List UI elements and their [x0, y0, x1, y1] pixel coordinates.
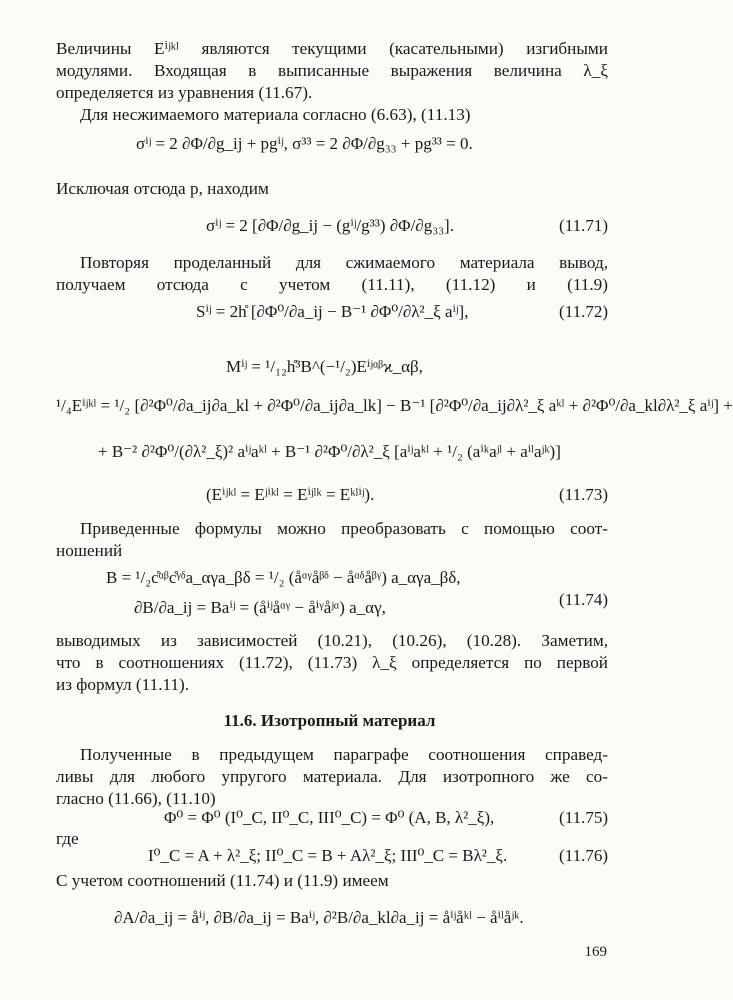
- para9-line1: С учетом соотношений (11.74) и (11.9) имеем: [56, 871, 389, 890]
- para4-line2: получаем отсюда с учетом (11.11), (11.12) и (11.9): [56, 275, 608, 294]
- formula: B = ¹/₂c̊ᵅᵝc̊ᵞᵟa_αγa_βδ = ¹/₂ (åᵅᵞåᵝᵟ − åᵅᵟåᵝᵞ) a_αγa_βδ,: [106, 568, 461, 587]
- para5-line2: ношений: [56, 541, 123, 560]
- para1-line3: определяется из уравнения (11.67).: [56, 83, 313, 102]
- equation-derivatives: [56, 898, 608, 938]
- para4-line1: Повторяя проделанный для сжимаемого материала вывод,: [80, 253, 608, 272]
- para1-line1: Величины Eⁱʲᵏˡ являются текущими (касательными) изгибными: [56, 39, 608, 58]
- equation-11-72: [56, 292, 608, 332]
- equation-number: (11.72): [559, 302, 608, 321]
- equation-11-73: [56, 482, 608, 508]
- equation-number: (11.73): [559, 485, 608, 504]
- para7-line2: ливы для любого упругого материала. Для изотропного же со-: [56, 767, 608, 786]
- formula: ¹/₄Eⁱʲᵏˡ = ¹/₂ [∂²Φ⁰/∂a_ij∂a_kl + ∂²Φ⁰/∂a_ij∂a_lk] − B⁻¹ [∂²Φ⁰/∂a_ij∂λ²_ξ aᵏˡ + ∂²Φ⁰/∂a_kl∂λ²_ξ aⁱʲ] +: [56, 396, 733, 415]
- para7-line1: Полученные в предыдущем параграфе соотношения справед-: [80, 745, 608, 764]
- section-heading: 11.6. Изотропный материал: [223, 711, 436, 730]
- para5-line1: Приведенные формулы можно преобразовать с помощью соот-: [80, 519, 608, 538]
- formula: ∂A/∂a_ij = åⁱʲ, ∂B/∂a_ij = Baⁱʲ, ∂²B/∂a_kl∂a_ij = åⁱʲåᵏˡ − åⁱˡåʲᵏ.: [114, 908, 524, 927]
- para7-line3: гласно (11.66), (11.10): [56, 789, 216, 808]
- formula: + B⁻² ∂²Φ⁰/(∂λ²_ξ)² aⁱʲaᵏˡ + B⁻¹ ∂²Φ⁰/∂λ²_ξ [aⁱʲaᵏˡ + ¹/₂ (aⁱᵏaʲˡ + aⁱˡaʲᵏ)]: [98, 442, 561, 461]
- equation-11-76: [56, 842, 608, 870]
- equation-number: (11.75): [559, 808, 608, 827]
- equation-11-74a: [56, 564, 608, 592]
- formula: Mⁱʲ = ¹/₁₂h̊³B^(−¹/₂)Eⁱʲᵅᵝϰ_αβ,: [226, 357, 423, 376]
- equation-M: [56, 354, 608, 380]
- formula: I⁰_C = A + λ²_ξ; II⁰_C = B + Aλ²_ξ; III⁰_C = Bλ²_ξ.: [148, 846, 508, 865]
- formula: ∂B/∂a_ij = Baⁱʲ = (åⁱʲåᵅᵞ − åⁱᵞåʲᵅ) a_αγ,: [134, 598, 386, 617]
- equation-number: (11.74): [559, 590, 608, 609]
- para8-line1: где: [56, 829, 79, 848]
- formula: Φ⁰ = Φ⁰ (I⁰_C, II⁰_C, III⁰_C) = Φ⁰ (A, B, λ²_ξ),: [164, 808, 495, 827]
- formula: σⁱʲ = 2 ∂Φ/∂g_ij + pgⁱʲ, σ³³ = 2 ∂Φ/∂g₃₃ + pg³³ = 0.: [136, 134, 473, 153]
- equation-11-71: [56, 206, 608, 246]
- para1-line2: модулями. Входящая в выписанные выражения величина λ_ξ: [56, 61, 608, 80]
- para6-line2: что в соотношениях (11.72), (11.73) λ_ξ определяется по первой: [56, 653, 608, 672]
- page-number: 169: [584, 944, 607, 960]
- formula: σⁱʲ = 2 [∂Φ/∂g_ij − (gⁱʲ/g³³) ∂Φ/∂g₃₃].: [206, 216, 454, 235]
- formula: Sⁱʲ = 2h̊ [∂Φ⁰/∂a_ij − B⁻¹ ∂Φ⁰/∂λ²_ξ aⁱʲ],: [196, 302, 469, 321]
- para2-line1: Для несжимаемого материала согласно (6.63), (11.13): [80, 105, 471, 124]
- equation-number: (11.76): [559, 846, 608, 865]
- para6-line1: выводимых из зависимостей (10.21), (10.26), (10.28). Заметим,: [56, 631, 608, 650]
- equation-incompressible: [56, 124, 608, 164]
- equation-number: (11.71): [559, 216, 608, 235]
- equation-E-line2: [56, 432, 608, 472]
- formula: (Eⁱʲᵏˡ = Eʲⁱᵏˡ = Eⁱʲˡᵏ = Eᵏˡⁱʲ).: [206, 485, 375, 504]
- para6-line3: из формул (11.11).: [56, 675, 190, 694]
- para3-line1: Исключая отсюда p, находим: [56, 179, 269, 198]
- equation-11-74b: [56, 590, 608, 622]
- equation-E-line1: [56, 386, 733, 426]
